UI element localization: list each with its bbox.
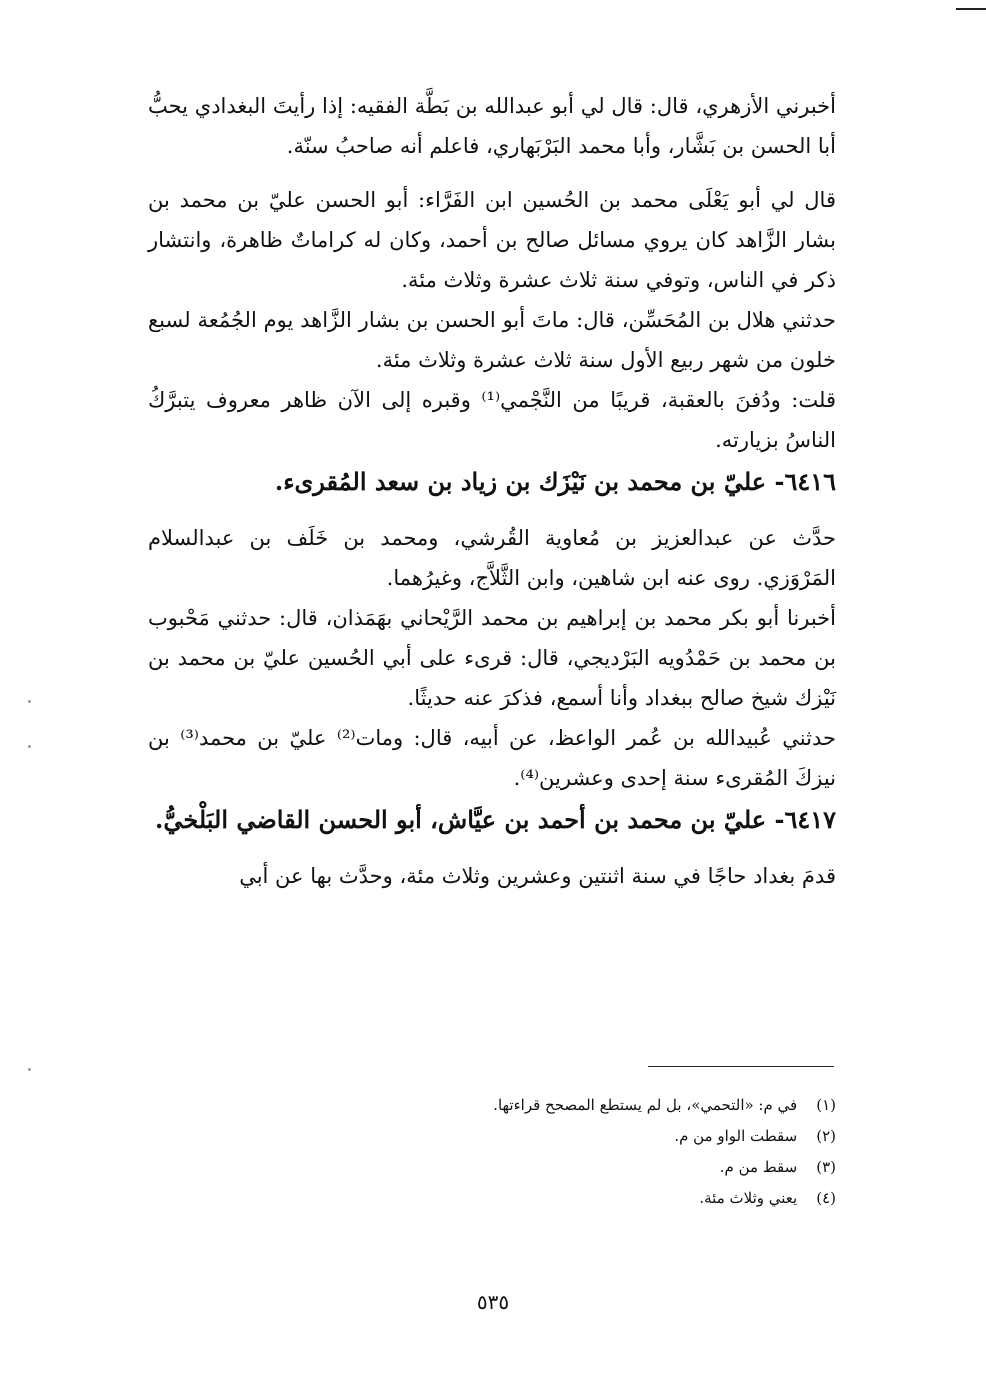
footnote xyxy=(148,1152,836,1183)
footnote xyxy=(148,1183,836,1214)
footnote-number: (١) xyxy=(816,1096,836,1114)
footnote-text: يعني وثلاث مئة. xyxy=(699,1189,798,1207)
entry-heading-6416: ٦٤١٦- عليّ بن محمد بن نَيْزَك بن زياد بن سعد المُقرىء. xyxy=(274,467,836,496)
footnotes xyxy=(148,1090,836,1214)
paragraph: حدَّث عن عبدالعزيز بن مُعاوية القُرشي، ومحمد بن خَلَف بن عبدالسلام المَرْوَزي. روى عنه ابن شاهين، وابن الثَّلاَّج، وغيرُهما. xyxy=(148,526,836,590)
scan-speck xyxy=(28,745,31,748)
entry-heading-6417: ٦٤١٧- عليّ بن محمد بن أحمد بن عيَّاش، أبو الحسن القاضي البَلْخيُّ. xyxy=(155,805,836,834)
paragraph: حدثني هلال بن المُحَسِّن، قال: ماتَ أبو الحسن بن بشار الزَّاهد يوم الجُمُعة لسبع خلون من شهر ربيع الأول سنة ثلاث عشرة وثلاث مئة. xyxy=(148,308,836,372)
footnote-text: سقط من م. xyxy=(719,1158,798,1176)
footnote-number: (٣) xyxy=(816,1158,836,1176)
paragraph: أخبرني الأزهري، قال: قال لي أبو عبدالله بن بَطَّة الفقيه: إذا رأيتَ البغدادي يحبُّ أبا الحسن بن بَشَّار، وأبا محمد البَرْبَهاري، فاعلم أنه صاحبُ سنّة. xyxy=(148,94,836,158)
footnote-separator xyxy=(648,1066,834,1067)
page-number: ٥٣٥ xyxy=(476,1290,510,1314)
paragraph: حدثني عُبيدالله بن عُمر الواعظ، عن أبيه، قال: ومات⁽²⁾ عليّ بن محمد⁽³⁾ بن نيزكَ المُقرىء سنة إحدى وعشرين⁽⁴⁾. xyxy=(148,726,836,790)
main-text xyxy=(148,86,836,896)
footnote-text: في م: «التحمي»، بل لم يستطع المصحح قراءتها. xyxy=(493,1096,798,1114)
paragraph: قلت: ودُفنَ بالعقبة، قريبًا من النَّجْمي⁽¹⁾ وقبره إلى الآن ظاهر معروف يتبرَّكُ الناسُ بزيارته. xyxy=(148,388,836,452)
footnote xyxy=(148,1121,836,1152)
footnote-number: (٤) xyxy=(816,1189,836,1207)
footnote-text: سقطت الواو من م. xyxy=(674,1127,798,1145)
footnote xyxy=(148,1090,836,1121)
scan-speck xyxy=(28,700,31,703)
paragraph: أخبرنا أبو بكر محمد بن إبراهيم بن محمد الرَّيْحاني بهَمَذان، قال: حدثني مَحْبوب بن محمد بن حَمْدُويه البَرْديجي، قال: قرىء على أبي الحُسين عليّ بن محمد بن نَيْزك شيخ صالح ببغداد وأنا أسمع، فذكرَ عنه حديثًا. xyxy=(148,606,836,710)
corner-rule xyxy=(956,8,986,10)
scan-speck xyxy=(28,1068,31,1071)
paragraph: قدمَ بغداد حاجًا في سنة اثنتين وعشرين وثلاث مئة، وحدَّث بها عن أبي xyxy=(239,864,836,888)
footnote-number: (٢) xyxy=(816,1127,836,1145)
paragraph: قال لي أبو يَعْلَى محمد بن الحُسين ابن الفَرَّاء: أبو الحسن عليّ بن محمد بن بشار الزَّاهد كان يروي مسائل صالح بن أحمد، وكان له كراماتٌ ظاهرة، وانتشار ذكر في الناس، وتوفي سنة ثلاث عشرة وثلاث مئة. xyxy=(148,188,836,292)
